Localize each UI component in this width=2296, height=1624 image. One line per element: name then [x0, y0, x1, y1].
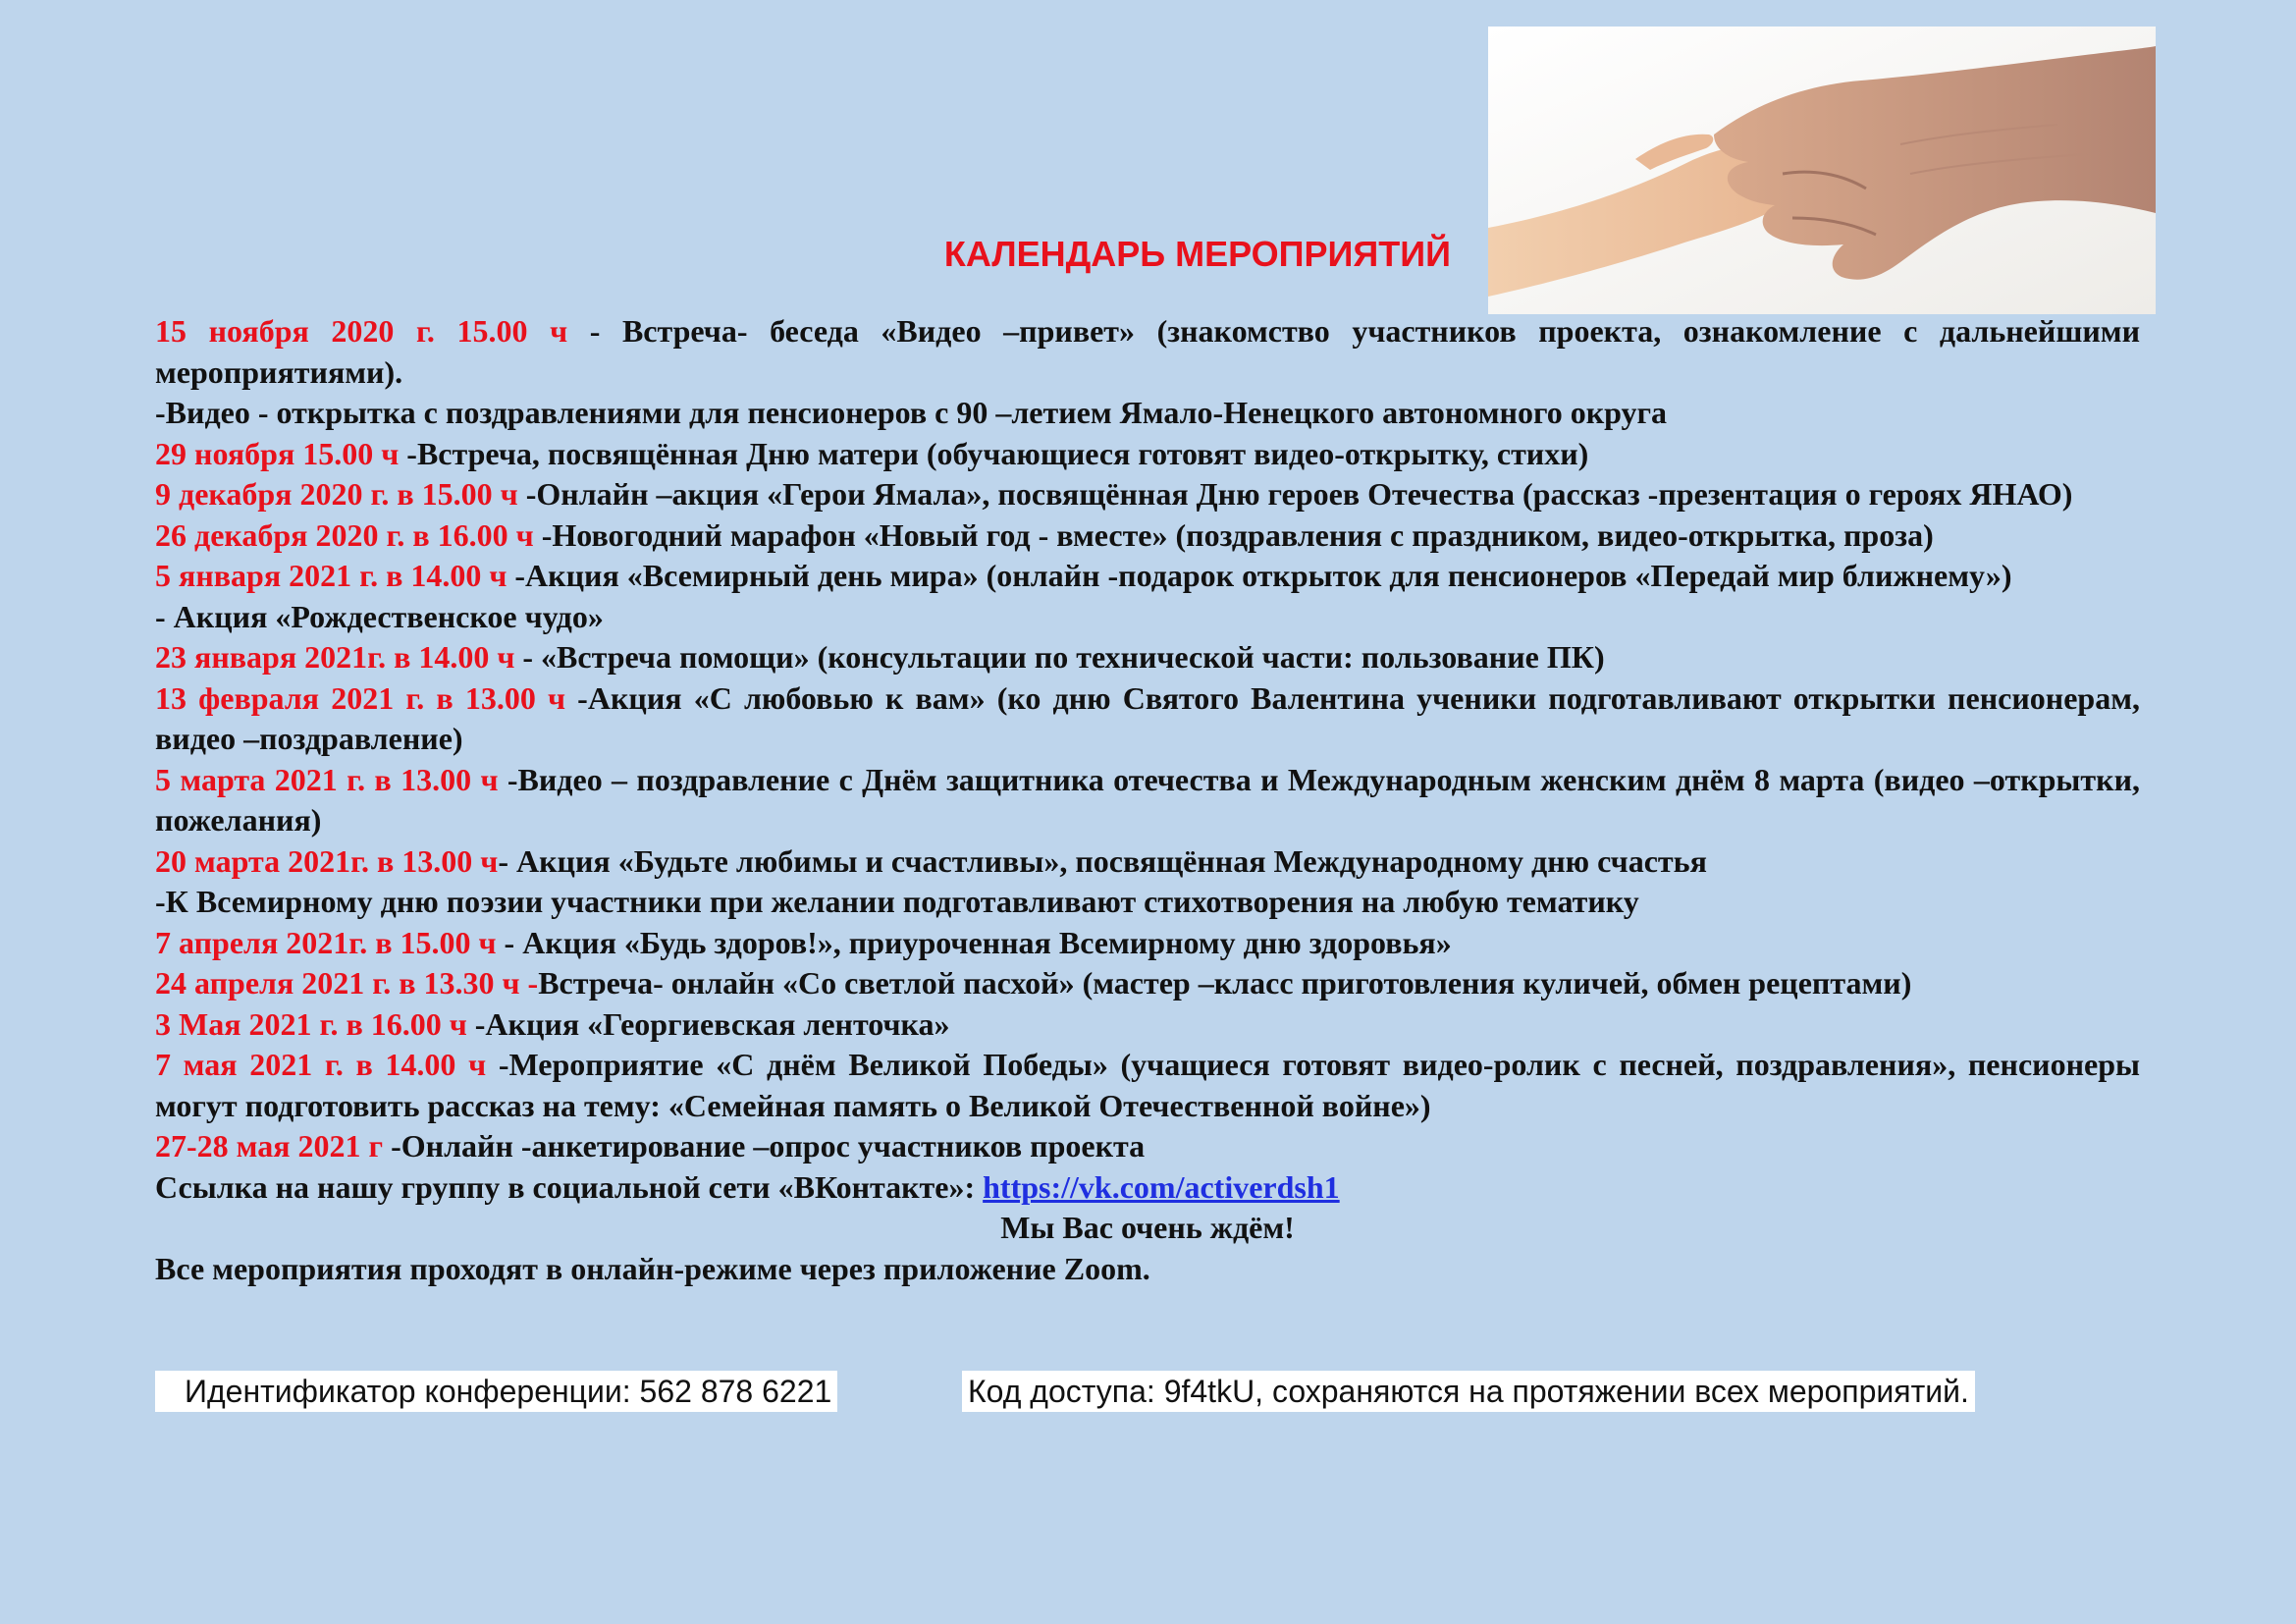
event-text: - Акция «Рождественское чудо» [155, 598, 604, 634]
list-item [155, 597, 2140, 638]
event-date: 13 февраля 2021 г. в 13.00 ч [155, 679, 578, 716]
event-text: - Акция «Будь здоров!», приуроченная Всемирному дню здоровья» [504, 924, 1452, 960]
event-date: 29 ноября 15.00 ч [155, 435, 407, 471]
list-item [155, 1004, 2140, 1046]
event-date: 9 декабря 2020 г. в 15.00 ч [155, 476, 526, 512]
list-item [155, 434, 2140, 475]
event-date: 15 ноября 2020 г. 15.00 ч [155, 313, 590, 349]
list-item [155, 393, 2140, 434]
event-text: -Мероприятие «С днём Великой Победы» (учащиеся готовят видео-ролик с песней, поздравления», пенсионеры могут подготовить рассказ на тему: «Семейная память о Великой Отечественной войне») [155, 1047, 2141, 1123]
event-text: -Видео - открытка с поздравлениями для пенсионеров с 90 –летием Ямало-Ненецкого автономного округа [155, 395, 1668, 430]
list-item [155, 760, 2140, 841]
event-date: 20 марта 2021г. в 13.00 ч [155, 842, 499, 879]
conference-code: Код доступа: 9f4tkU, сохраняются на протяжении всех мероприятий. [962, 1371, 1975, 1412]
event-text: -Акция «Георгиевская ленточка» [474, 1005, 950, 1042]
events-list [155, 311, 2140, 1289]
social-label: Ссылка на нашу группу в социальной сети «ВКонтакте»: [155, 1168, 984, 1205]
event-date: 3 Мая 2021 г. в 16.00 ч [155, 1005, 475, 1042]
event-date: 24 апреля 2021 г. в 13.30 ч - [155, 965, 539, 1001]
page-title: КАЛЕНДАРЬ МЕРОПРИЯТИЙ [943, 234, 1452, 274]
social-line [155, 1167, 2140, 1209]
event-text: -Онлайн –акция «Герои Ямала», посвящённая Дню героев Отечества (рассказ -презентация о героях ЯНАО) [525, 476, 2073, 512]
event-text: -Акция «Всемирный день мира» (онлайн -подарок открыток для пенсионеров «Передай мир ближнему») [514, 558, 2012, 593]
event-text: -Онлайн -анкетирование –опрос участников проекта [391, 1128, 1146, 1164]
event-text: -Встреча, посвящённая Дню матери (обучающиеся готовят видео-открытку, стихи) [406, 435, 1589, 471]
list-item [155, 637, 2140, 678]
event-text: Встреча- онлайн «Со светлой пасхой» (мастер –класс приготовления куличей, обмен рецептами) [538, 965, 1912, 1001]
event-date: 27-28 мая 2021 г [155, 1128, 392, 1164]
event-text: - Встреча- беседа «Видео –привет» (знакомство участников проекта, ознакомление с дальнейшими мероприятиями). [155, 313, 2141, 390]
event-text: -Акция «С любовью к вам» (ко дню Святого Валентина ученики подготавливают открытки пенсионерам, видео –поздравление) [155, 679, 2141, 756]
event-date: 7 апреля 2021г. в 15.00 ч [155, 924, 505, 960]
list-item [155, 515, 2140, 557]
list-item [155, 474, 2140, 515]
list-item [155, 963, 2140, 1004]
event-text: -Видео – поздравление с Днём защитника отечества и Международным женским днём 8 марта (видео –открытки, пожелания) [155, 761, 2141, 838]
event-text: -Новогодний марафон «Новый год - вместе» (поздравления с праздником, видео-открытка, проза) [541, 516, 1934, 553]
conference-info [155, 1371, 2148, 1412]
event-text: -К Всемирному дню поэзии участники при желании подготавливают стихотворения на любую тематику [155, 884, 1639, 919]
vk-link[interactable]: https://vk.com/activerdsh1 [983, 1168, 1340, 1205]
conference-id: Идентификатор конференции: 562 878 6221 [155, 1371, 837, 1412]
list-item [155, 311, 2140, 393]
online-note: Все мероприятия проходят в онлайн-режиме через приложение Zoom. [155, 1250, 1150, 1286]
event-date: 26 декабря 2020 г. в 16.00 ч [155, 516, 542, 553]
list-item [155, 923, 2140, 964]
list-item [155, 1045, 2140, 1126]
event-text: - Акция «Будьте любимы и счастливы», посвящённая Международному дню счастья [498, 842, 1707, 879]
list-item [155, 841, 2140, 883]
list-item [155, 1126, 2140, 1167]
list-item [155, 556, 2140, 597]
event-date: 5 марта 2021 г. в 13.00 ч [155, 761, 507, 797]
list-item [155, 882, 2140, 923]
list-item [155, 678, 2140, 760]
event-date: 5 января 2021 г. в 14.00 ч [155, 558, 515, 593]
event-date: 23 января 2021г. в 14.00 ч [155, 639, 523, 675]
event-text: - «Встреча помощи» (консультации по технической части: пользование ПК) [522, 639, 1605, 675]
event-date: 7 мая 2021 г. в 14.00 ч [155, 1047, 499, 1082]
welcome-text: Мы Вас очень ждём! [1000, 1210, 1295, 1245]
